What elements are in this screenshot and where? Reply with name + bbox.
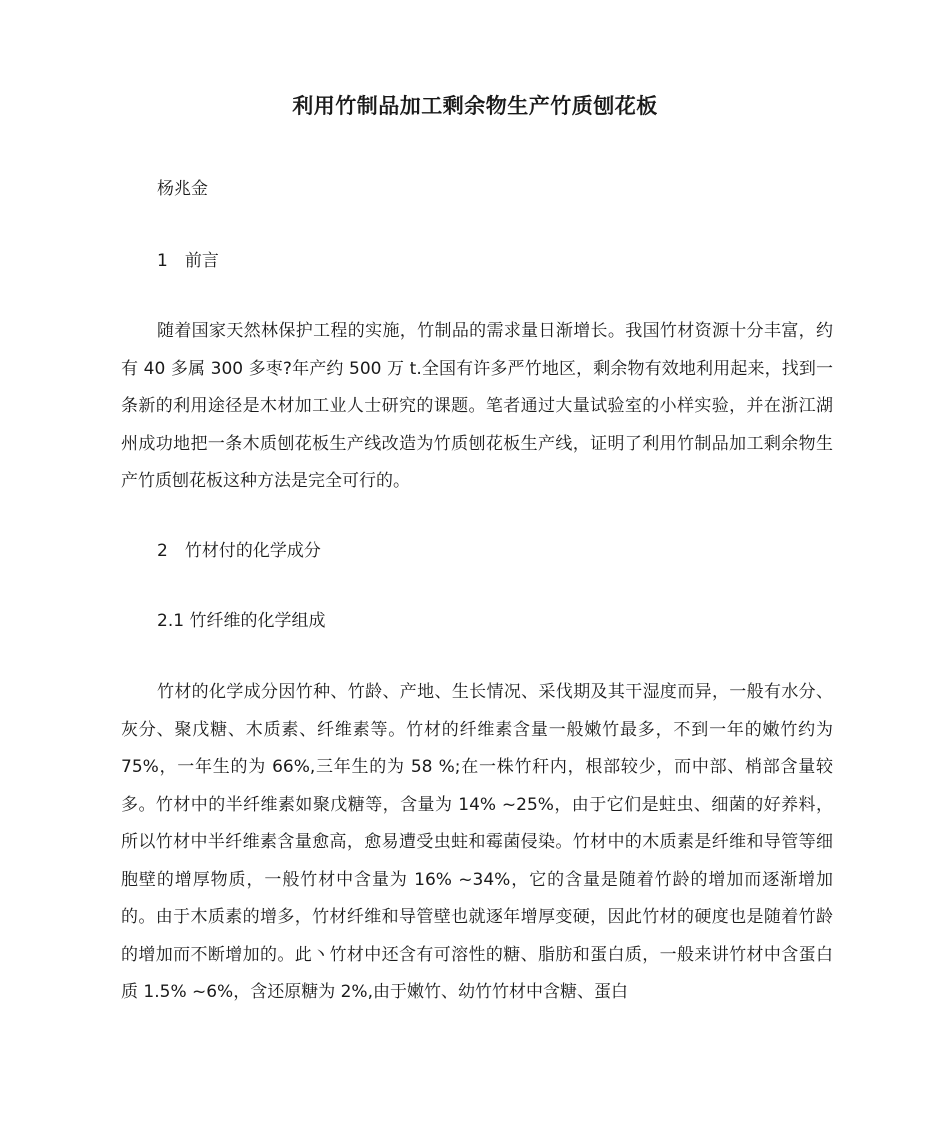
- section-heading-intro: 1 前言: [157, 251, 219, 271]
- author-name: 杨兆金: [157, 179, 208, 199]
- subsection-heading-fiber: 2.1 竹纤维的化学组成: [157, 611, 326, 631]
- intro-paragraph: 随着国家天然林保护工程的实施，竹制品的需求量日渐增长。我国竹材资源十分丰富，约有 40 多属 300 多枣?年产约 500 万 t.全国有许多严竹地区，剩余物有效地利用起来，找到一条新的利用途径是木材加工业人士研究的课题。笔者通过大量试验室的小样实验，并在浙江湖州成功地把一条木质刨花板生产线改造为竹质刨花板生产线，证明了利用竹制品加工剩余物生产竹质刨花板这种方法是完全可行的。: [121, 321, 833, 491]
- document-title: 利用竹制品加工剩余物生产竹质刨花板: [292, 94, 658, 118]
- chemistry-paragraph: 竹材的化学成分因竹种、竹龄、产地、生长情况、采伐期及其干湿度而异，一般有水分、灰分、聚戊糖、木质素、纤维素等。竹材的纤维素含量一般嫩竹最多，不到一年的嫩竹约为 75%，一年生的为 66%,三年生的为 58 %;在一株竹秆内，根部较少，而中部、梢部含量较多。竹材中的半纤维素如聚戊糖等，含量为 14% ~25%，由于它们是蛀虫、细菌的好养料，所以竹材中半纤维素含量愈高，愈易遭受虫蛀和霉菌侵染。竹材中的木质素是纤维和导管等细胞壁的增厚物质，一般竹材中含量为 16% ~34%，它的含量是随着竹龄的增加而逐渐增加的。由于木质素的增多，竹材纤维和导管壁也就逐年增厚变硬，因此竹材的硬度也是随着竹龄的增加而不断增加的。此丶竹材中还含有可溶性的糖、脂肪和蛋白质，一般来讲竹材中含蛋白质 1.5% ~6%，含还原糖为 2%,由于嫩竹、幼竹竹材中含糖、蛋白: [121, 682, 833, 1002]
- section-heading-chemistry: 2 竹材付的化学成分: [157, 541, 321, 561]
